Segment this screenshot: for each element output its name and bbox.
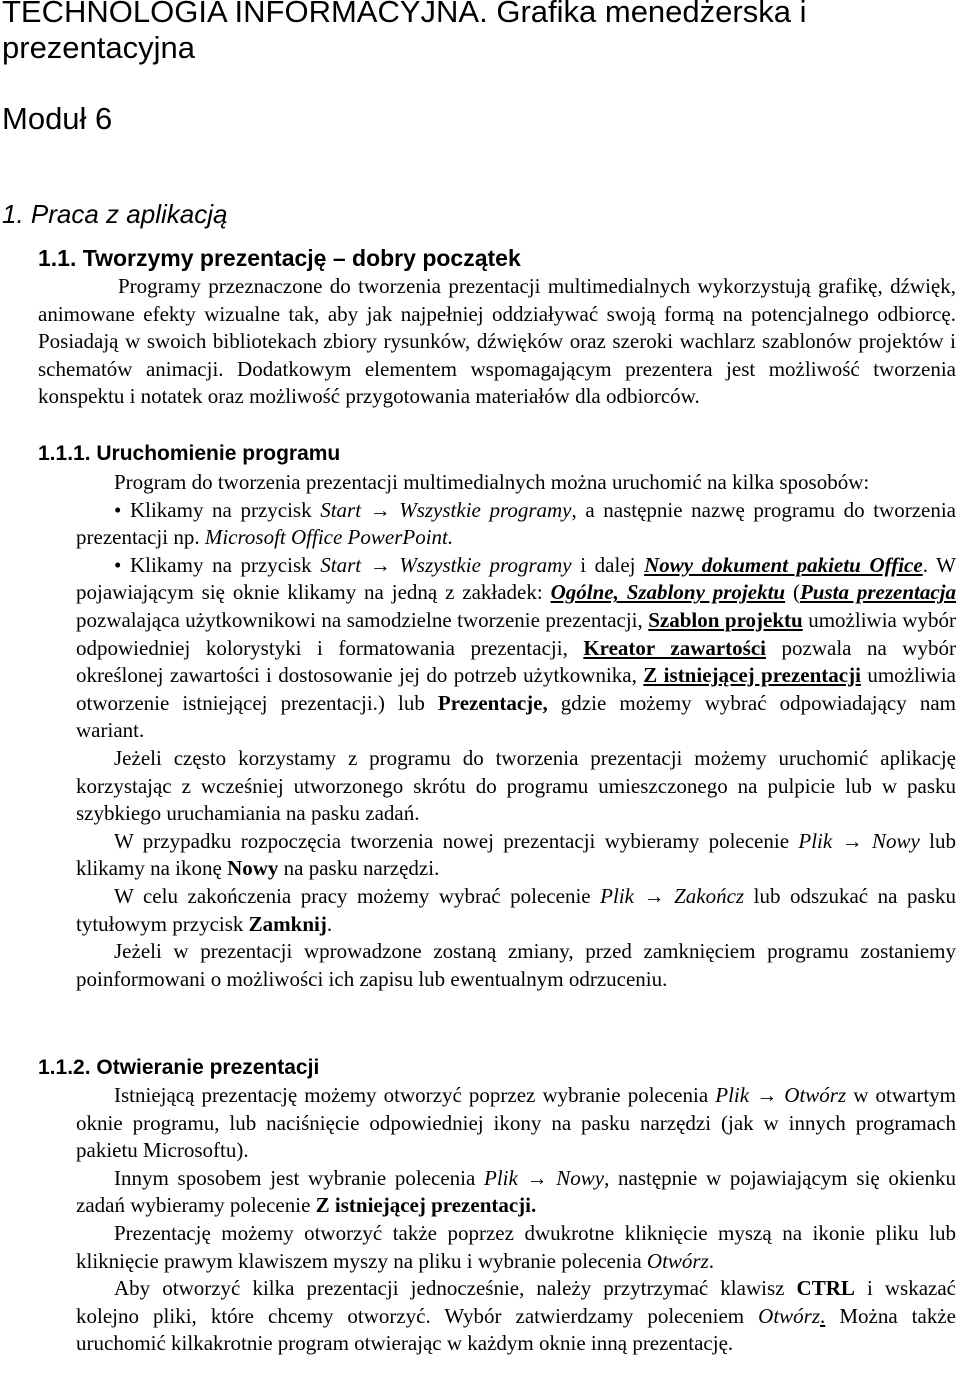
close-paragraph: W celu zakończenia pracy możemy wybrać polecenie Plik → Zakończ lub odszukać na pasku tytułowym przycisk Zamknij. [76,883,957,936]
document-title: TECHNOLOGIA INFORMACYJNA. Grafika menedżerska i prezentacyjna [2,0,807,65]
intro-section [38,273,956,411]
open-paragraph-4: Aby otworzyć kilka prezentacji jednocześnie, należy przytrzymać klawisz CTRL i wskazać kolejno pliki, które chcemy otworzyć. Wybór zatwierdzamy poleceniem Otwórz. Można także uruchomić kilkakrotnie program otwierając w każdym oknie inną prezentację. [76,1276,956,1356]
subsection-title: 1.1. Tworzymy prezentację – dobry początek [38,245,521,271]
shortcut-paragraph: Jeżeli często korzystamy z programu do tworzenia prezentacji możemy uruchomić aplikację korzystając z wcześniej utworzonego skrótu do programu umieszczonego na pulpicie lub w pasku szybkiego uruchamiania na pasku zadań. [76,745,956,826]
open-paragraph-2: Innym sposobem jest wybranie polecenia Plik → Nowy, następnie w pojawiającym się okienku zadań wybieramy polecenie Z istniejącej prezentacji. [76,1165,956,1218]
launch-intro: Program do tworzenia prezentacji multimedialnych można uruchomić na kilka sposobów: [114,470,870,494]
new-presentation-paragraph: W przypadku rozpoczęcia tworzenia nowej prezentacji wybieramy polecenie Plik → Nowy lub klikamy na ikonę Nowy na pasku narzędzi. [76,828,957,881]
open-paragraph-1: Istniejącą prezentację możemy otworzyć poprzez wybranie polecenia Plik → Otwórz w otwartym oknie programu, lub naciśnięcie odpowiedniej ikony na pasku narzędzi (jak w innych programach pakietu Microsoftu). [76,1083,957,1163]
module-title: Moduł 6 [2,101,113,136]
heading-launch: 1.1.1. Uruchomienie programu [38,442,341,465]
open-section [76,1082,956,1358]
changes-paragraph: Jeżeli w prezentacji wprowadzone zostaną zmiany, przed zamknięciem programu zostaniemy poinformowani o możliwości ich zapisu lub ewentualnym odrzuceniu. [76,939,956,991]
open-paragraph-3: Prezentację możemy otworzyć także poprzez dwukrotne kliknięcie myszą na ikonie pliku lub kliknięcie prawym klawiszem myszy na pliku i wybranie polecenia Otwórz. [76,1220,956,1273]
launch-section [76,469,956,993]
section-title: 1. Praca z aplikacją [2,199,228,229]
bullet-1: • Klikamy na przycisk Start → Wszystkie programy, a następnie nazwę programu do tworzenia prezentacji np. Microsoft Office PowerPoint. [76,497,956,552]
intro-paragraph: Programy przeznaczone do tworzenia prezentacji multimedialnych wykorzystują grafikę, dźwięk, animowane efekty wizualne tak, aby jak najpełniej oddziaływać swoją formą na potencjalnego odbiorcę. Posiadają w swoich bibliotekach zbiory rysunków, dźwięków oraz szeroki wachlarz szablonów projektów i schematów animacji. Dodatkowym elementem wspomagającym prezentera jest możliwość tworzenia konspektu i notatek oraz możliwość przygotowania materiałów dla odbiorców. [38,274,956,409]
bullet-2: • Klikamy na przycisk Start → Wszystkie programy i dalej Nowy dokument pakietu Office. W pojawiającym się oknie klikamy na jedną z zakładek: Ogólne, Szablony projektu (Pusta prezentacja pozwalająca użytkownikowi na samodzielne tworzenie prezentacji, Szablon projektu umożliwia wybór odpowiedniej kolorystyki i formatowania prezentacji, Kreator zawartości pozwala na wybór określonej zawartości i dostosowanie jej do potrzeb użytkownika, Z istniejącej prezentacji umożliwia otworzenie istniejącej prezentacji.) lub Prezentacje, gdzie możemy wybrać odpowiadający nam wariant. [76,552,956,745]
heading-open: 1.1.2. Otwieranie prezentacji [38,1056,320,1079]
